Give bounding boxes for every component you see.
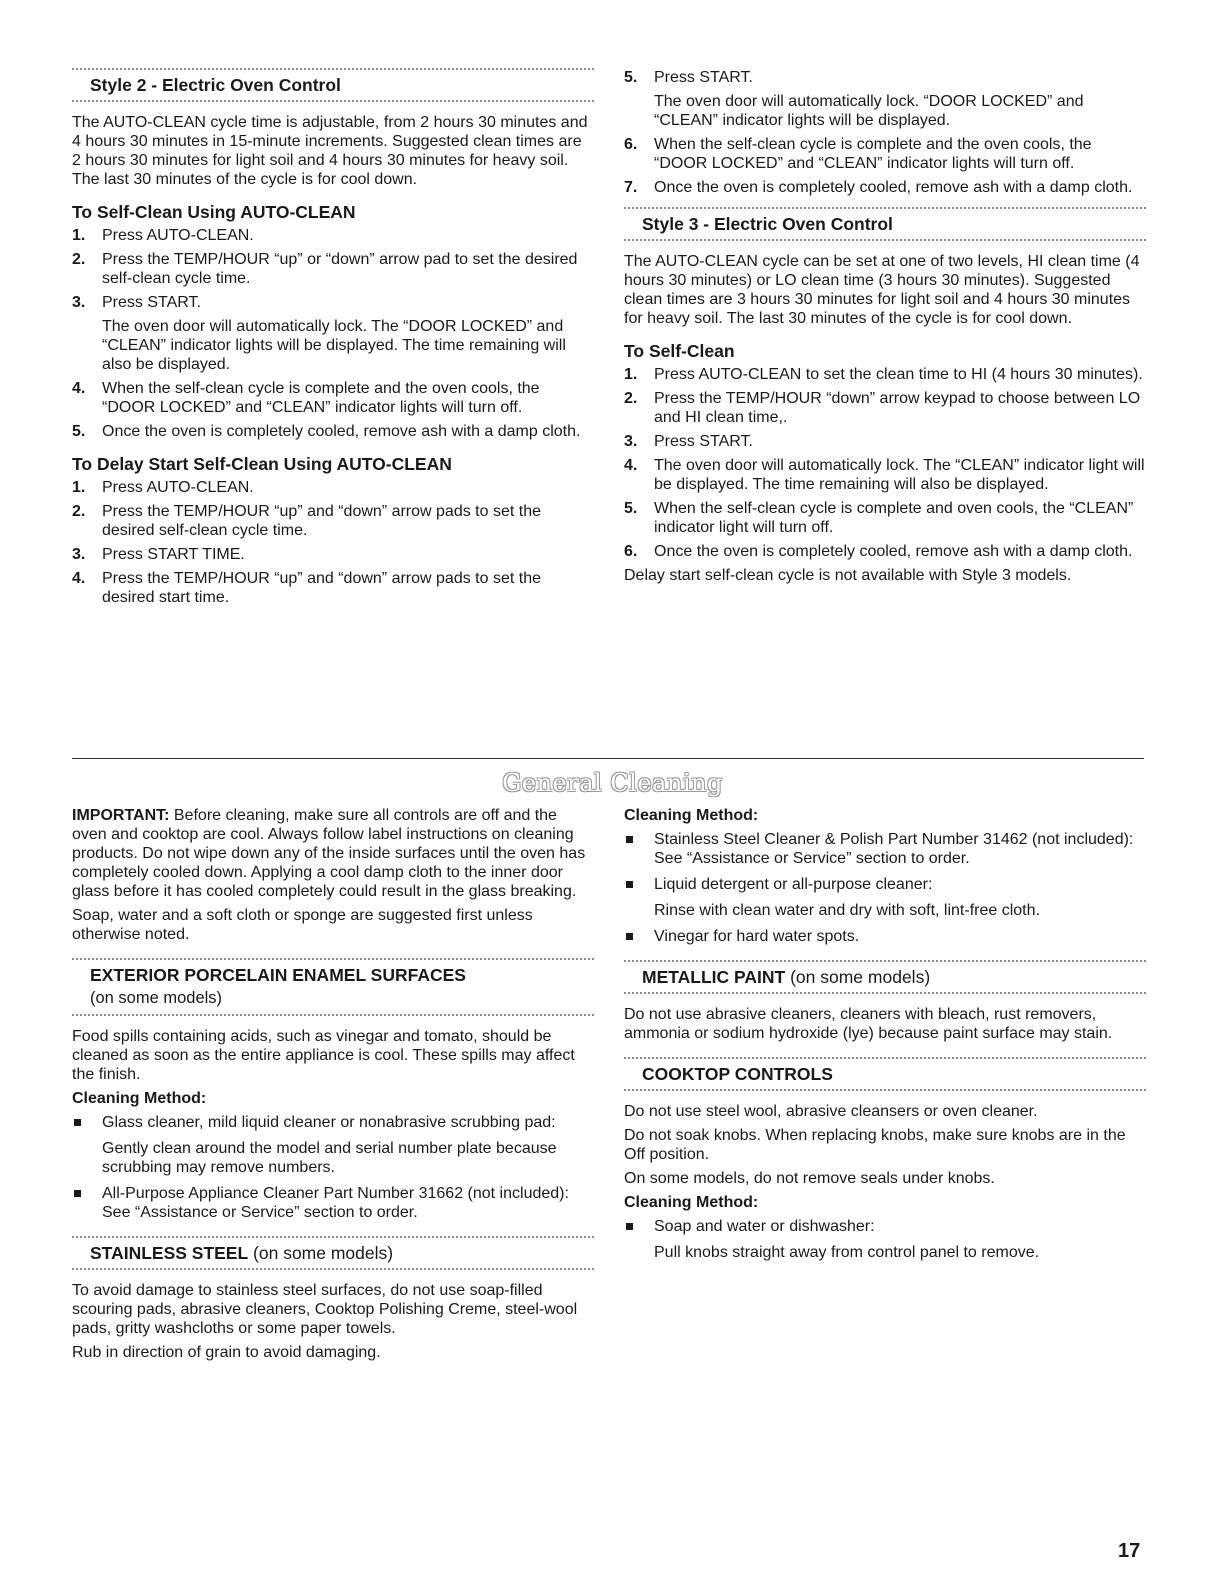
step-number: 5. bbox=[624, 500, 638, 517]
list-item bbox=[624, 135, 1146, 173]
step-number: 1. bbox=[72, 479, 86, 496]
step-number: 1. bbox=[624, 366, 638, 383]
step-number: 3. bbox=[624, 433, 638, 450]
step-text: When the self-clean cycle is complete and the oven cools, the “DOOR LOCKED” and “CLEAN” indicator lights will turn off. bbox=[102, 380, 540, 416]
divider bbox=[72, 958, 594, 960]
style2-section bbox=[72, 68, 594, 612]
list-item bbox=[624, 432, 1146, 451]
item-note: See “Assistance or Service” section to order. bbox=[654, 850, 970, 867]
list-item bbox=[72, 226, 594, 245]
divider bbox=[624, 1089, 1146, 1091]
step-note: The oven door will automatically lock. The “DOOR LOCKED” and “CLEAN” indicator lights will be displayed. The time remaining will also be displayed. bbox=[102, 318, 566, 373]
cooktop-text-2: Do not soak knobs. When replacing knobs, make sure knobs are in the Off position. bbox=[624, 1127, 1126, 1163]
stainless-methods bbox=[624, 830, 1146, 946]
self-clean-heading: To Self-Clean bbox=[624, 341, 735, 361]
step-number: 6. bbox=[624, 543, 638, 560]
exterior-subheading: (on some models) bbox=[90, 989, 223, 1007]
list-item bbox=[624, 389, 1146, 427]
cooktop-text-1: Do not use steel wool, abrasive cleansers or oven cleaner. bbox=[624, 1103, 1038, 1120]
list-item bbox=[624, 927, 1146, 946]
step-text: Press START. bbox=[102, 294, 201, 311]
general-cleaning-right bbox=[624, 806, 1146, 1269]
item-text: Vinegar for hard water spots. bbox=[654, 928, 860, 945]
list-item bbox=[624, 178, 1146, 197]
continued-steps bbox=[624, 68, 1146, 197]
list-item bbox=[624, 456, 1146, 494]
list-item bbox=[624, 1217, 1146, 1262]
metallic-suffix: (on some models) bbox=[785, 967, 931, 987]
list-item bbox=[72, 422, 594, 441]
list-item bbox=[624, 68, 1146, 130]
cooktop-methods bbox=[624, 1217, 1146, 1262]
step-number: 2. bbox=[72, 251, 86, 268]
metallic-title: METALLIC PAINT bbox=[642, 967, 786, 987]
step-number: 2. bbox=[624, 390, 638, 407]
divider bbox=[72, 68, 594, 70]
style3-heading: Style 3 - Electric Oven Control bbox=[642, 214, 893, 234]
cleaning-method-label: Cleaning Method: bbox=[624, 1194, 759, 1211]
metallic-heading bbox=[642, 966, 1146, 988]
list-item bbox=[72, 1113, 594, 1177]
list-item bbox=[72, 502, 594, 540]
step-text: Press the TEMP/HOUR “up” and “down” arrow pads to set the desired self-clean cycle time. bbox=[102, 503, 541, 539]
bullet-icon bbox=[626, 933, 633, 940]
step-number: 2. bbox=[72, 503, 86, 520]
step-text: Press AUTO-CLEAN. bbox=[102, 479, 254, 496]
list-item bbox=[72, 250, 594, 288]
divider bbox=[624, 207, 1146, 209]
step-number: 5. bbox=[624, 69, 638, 86]
item-note: Pull knobs straight away from control panel to remove. bbox=[654, 1244, 1040, 1261]
list-item bbox=[72, 293, 594, 374]
step-number: 3. bbox=[72, 546, 86, 563]
style3-steps bbox=[624, 365, 1146, 561]
section-rule bbox=[72, 758, 1144, 759]
item-note: See “Assistance or Service” section to order. bbox=[102, 1204, 418, 1221]
delay-start-steps bbox=[72, 478, 594, 607]
list-item bbox=[624, 830, 1146, 868]
stainless-title: STAINLESS STEEL bbox=[90, 1243, 249, 1263]
step-text: The oven door will automatically lock. The “CLEAN” indicator light will be displayed. The time remaining will also be displayed. bbox=[654, 457, 1145, 493]
divider bbox=[72, 1236, 594, 1238]
cleaning-method-label: Cleaning Method: bbox=[624, 807, 759, 824]
step-number: 4. bbox=[624, 457, 638, 474]
item-note: Rinse with clean water and dry with soft, lint-free cloth. bbox=[654, 902, 1040, 919]
bullet-icon bbox=[626, 836, 633, 843]
exterior-text: Food spills containing acids, such as vinegar and tomato, should be cleaned as soon as the entire appliance is cool. These spills may affect the finish. bbox=[72, 1028, 575, 1083]
divider bbox=[624, 1057, 1146, 1059]
self-clean-heading: To Self-Clean Using AUTO-CLEAN bbox=[72, 202, 356, 222]
divider bbox=[624, 960, 1146, 962]
stainless-heading bbox=[90, 1242, 594, 1264]
self-clean-steps bbox=[72, 226, 594, 441]
list-item bbox=[72, 569, 594, 607]
item-text: Soap and water or dishwasher: bbox=[654, 1218, 875, 1235]
soap-note: Soap, water and a soft cloth or sponge are suggested first unless otherwise noted. bbox=[72, 907, 533, 943]
style2-heading: Style 2 - Electric Oven Control bbox=[90, 75, 341, 95]
step-number: 6. bbox=[624, 136, 638, 153]
divider bbox=[72, 1014, 594, 1016]
item-text: Glass cleaner, mild liquid cleaner or nonabrasive scrubbing pad: bbox=[102, 1114, 556, 1131]
important-text: Before cleaning, make sure all controls are off and the oven and cooktop are cool. Always follow label instructions on cleaning products. Do not wipe down any of the inside surfaces until the oven has completely cooled down. Applying a cool damp cloth to the inner door glass before it has cooled completely could result in the glass breaking. bbox=[72, 807, 586, 900]
item-text: All-Purpose Appliance Cleaner Part Number 31662 (not included): bbox=[102, 1185, 569, 1202]
list-item bbox=[72, 478, 594, 497]
step-text: Press START. bbox=[654, 69, 753, 86]
item-text: Liquid detergent or all-purpose cleaner: bbox=[654, 876, 933, 893]
step-number: 1. bbox=[72, 227, 86, 244]
metallic-text: Do not use abrasive cleaners, cleaners with bleach, rust removers, ammonia or sodium hydroxide (lye) because paint surface may stain. bbox=[624, 1006, 1113, 1042]
divider bbox=[72, 100, 594, 102]
divider bbox=[624, 239, 1146, 241]
style3-note: Delay start self-clean cycle is not available with Style 3 models. bbox=[624, 567, 1072, 584]
bullet-icon bbox=[626, 881, 633, 888]
list-item bbox=[624, 542, 1146, 561]
step-text: Once the oven is completely cooled, remove ash with a damp cloth. bbox=[102, 423, 581, 440]
list-item bbox=[624, 875, 1146, 920]
bullet-icon bbox=[74, 1119, 81, 1126]
bullet-icon bbox=[626, 1223, 633, 1230]
step-text: Press START TIME. bbox=[102, 546, 245, 563]
step-text: When the self-clean cycle is complete and oven cools, the “CLEAN” indicator light will turn off. bbox=[654, 500, 1134, 536]
exterior-methods bbox=[72, 1113, 594, 1222]
step-text: Press the TEMP/HOUR “up” and “down” arrow pads to set the desired start time. bbox=[102, 570, 541, 606]
exterior-heading: EXTERIOR PORCELAIN ENAMEL SURFACES bbox=[90, 965, 466, 985]
list-item bbox=[72, 379, 594, 417]
cooktop-heading: COOKTOP CONTROLS bbox=[642, 1064, 833, 1084]
stainless-grain-text: Rub in direction of grain to avoid damaging. bbox=[72, 1344, 381, 1361]
step-number: 4. bbox=[72, 570, 86, 587]
list-item bbox=[624, 365, 1146, 384]
list-item bbox=[624, 499, 1146, 537]
list-item bbox=[72, 1184, 594, 1222]
list-item bbox=[72, 545, 594, 564]
stainless-suffix: (on some models) bbox=[248, 1243, 394, 1263]
step-text: Press the TEMP/HOUR “down” arrow keypad to choose between LO and HI clean time,. bbox=[654, 390, 1141, 426]
stainless-text: To avoid damage to stainless steel surfaces, do not use soap-filled scouring pads, abrasive cleaners, Cooktop Polishing Creme, steel-wool pads, gritty washcloths or some paper towels. bbox=[72, 1282, 578, 1337]
step-number: 4. bbox=[72, 380, 86, 397]
step-text: Once the oven is completely cooled, remove ash with a damp cloth. bbox=[654, 179, 1133, 196]
step-text: Once the oven is completely cooled, remove ash with a damp cloth. bbox=[654, 543, 1133, 560]
item-text: Stainless Steel Cleaner & Polish Part Number 31462 (not included): bbox=[654, 831, 1134, 848]
divider bbox=[72, 1268, 594, 1270]
step-text: Press the TEMP/HOUR “up” or “down” arrow pad to set the desired self-clean cycle time. bbox=[102, 251, 578, 287]
important-label: IMPORTANT: bbox=[72, 807, 170, 824]
item-note: Gently clean around the model and serial number plate because scrubbing may remove numbers. bbox=[102, 1140, 557, 1176]
step-note: The oven door will automatically lock. “DOOR LOCKED” and “CLEAN” indicator lights will be displayed. bbox=[654, 93, 1084, 129]
step-text: Press AUTO-CLEAN to set the clean time to HI (4 hours 30 minutes). bbox=[654, 366, 1143, 383]
divider bbox=[624, 992, 1146, 994]
step-text: Press START. bbox=[654, 433, 753, 450]
style3-section bbox=[624, 68, 1146, 590]
delay-start-heading: To Delay Start Self-Clean Using AUTO-CLEAN bbox=[72, 454, 452, 474]
step-text: Press AUTO-CLEAN. bbox=[102, 227, 254, 244]
general-cleaning-banner: General Cleaning bbox=[502, 769, 723, 797]
cleaning-method-label: Cleaning Method: bbox=[72, 1090, 207, 1107]
bullet-icon bbox=[74, 1190, 81, 1197]
step-text: When the self-clean cycle is complete and the oven cools, the “DOOR LOCKED” and “CLEAN” indicator lights will turn off. bbox=[654, 136, 1092, 172]
style3-intro: The AUTO-CLEAN cycle can be set at one of two levels, HI clean time (4 hours 30 minutes) or LO clean time (3 hours 30 minutes). Suggested clean times are 3 hours 30 minutes for light soil and 4 hours 30 minutes for heavy soil. The last 30 minutes of the cycle is for cool down. bbox=[624, 253, 1140, 327]
general-cleaning-left bbox=[72, 806, 594, 1367]
step-number: 3. bbox=[72, 294, 86, 311]
style2-intro: The AUTO-CLEAN cycle time is adjustable, from 2 hours 30 minutes and 4 hours 30 minutes in 15-minute increments. Suggested clean times are 2 hours 30 minutes for light soil and 4 hours 30 minutes for heavy soil. The last 30 minutes of the cycle is for cool down. bbox=[72, 114, 588, 188]
step-number: 5. bbox=[72, 423, 86, 440]
cooktop-text-3: On some models, do not remove seals under knobs. bbox=[624, 1170, 995, 1187]
step-number: 7. bbox=[624, 179, 638, 196]
important-note bbox=[72, 806, 594, 901]
page-number: 17 bbox=[1118, 1540, 1141, 1562]
